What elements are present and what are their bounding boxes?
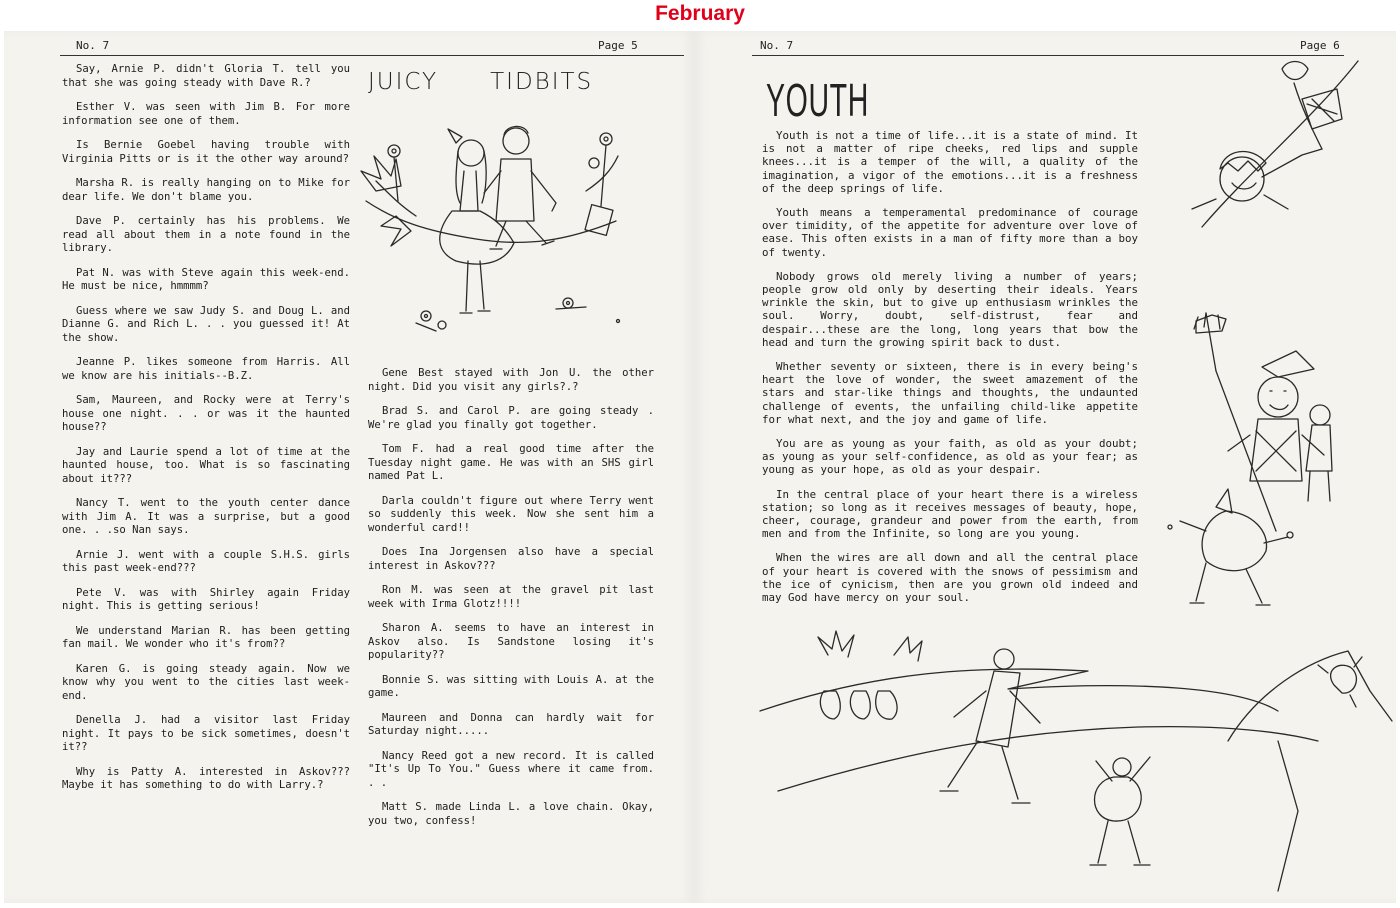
month-label: February xyxy=(655,2,745,25)
gossip-item: Nancy T. went to the youth center dance with Jim A. It was a surprise, but a good one. . .so Nan says. xyxy=(62,497,350,536)
essay-paragraph: Youth is not a time of life...it is a state of mind. It is not a matter of ripe cheeks, red lips and supple knees...it is a temper of the will, a quality of the imagination, a vigor of the emotions...it is a freshness of the deep springs of life. xyxy=(762,129,1138,195)
gossip-item: Jeanne P. likes someone from Harris. All we know are his initials--B.Z. xyxy=(62,356,350,382)
gossip-item: Matt S. made Linda L. a love chain. Okay, you two, confess! xyxy=(368,801,654,827)
gossip-item: Nancy Reed got a new record. It is called "It's Up To You." Guess where it came from. . . xyxy=(368,749,654,789)
gossip-column-2 xyxy=(368,367,654,839)
essay-paragraph: In the central place of your heart there is a wireless station; so long as it receives messages of beauty, hope, cheer, courage, grandeur and power from the earth, from men and from the Infinite, so long are you young. xyxy=(762,487,1138,541)
gossip-item: Jay and Laurie spend a lot of time at the haunted house, too. What is so fascinating about it??? xyxy=(62,445,350,485)
essay-paragraph: Youth means a temperamental predominance of courage over timidity, of the appetite for adventure over love of ease. This often exists in a man of fifty more than a boy of twenty. xyxy=(762,206,1138,259)
gossip-item: Tom F. had a real good time after the Tuesday night game. He was with an SHS girl named Pat L. xyxy=(368,443,654,482)
right-page xyxy=(694,31,1396,903)
gossip-item: Maureen and Donna can hardly wait for Saturday night..... xyxy=(368,711,654,737)
gossip-item: Ron M. was seen at the gravel pit last week with Irma Glotz!!!! xyxy=(368,584,654,610)
essay-paragraph: You are as young as your faith, as old as your doubt; as young as your self-confidence, as old as your fear; as young as your hope, as old as your despair. xyxy=(762,437,1138,477)
gossip-item: Guess where we saw Judy S. and Doug L. and Dianne G. and Rich L. . . you guessed it! At the show. xyxy=(62,304,350,344)
issue-number: No. 7 xyxy=(760,39,794,52)
gossip-item: Esther V. was seen with Jim B. For more information see one of them. xyxy=(62,101,350,127)
gossip-item: Does Ina Jorgensen also have a special interest in Askov??? xyxy=(368,546,654,572)
gossip-item: Gene Best stayed with Jon U. the other night. Did you visit any girls?.? xyxy=(368,367,654,393)
gossip-item: Why is Patty A. interested in Askov??? Maybe it has something to do with Larry.? xyxy=(62,765,350,791)
ice-skating-scene-illustration xyxy=(758,631,1392,899)
page-number: Page 5 xyxy=(598,39,638,52)
gossip-item: We understand Marian R. has been getting fan mail. We wonder who it's from?? xyxy=(62,624,350,650)
gossip-item: Brad S. and Carol P. are going steady . We're glad you finally got together. xyxy=(368,405,654,431)
left-page xyxy=(4,31,694,903)
header-rule xyxy=(60,55,684,56)
header-rule xyxy=(752,55,1344,56)
column-title xyxy=(368,69,593,95)
children-with-snowman-illustration xyxy=(1166,311,1392,611)
gossip-item: Karen G. is going steady again. Now we know why you went to the cities last week-end. xyxy=(62,662,350,702)
gossip-item: Say, Arnie P. didn't Gloria T. tell you that she was going steady with Dave R.? xyxy=(62,63,350,89)
title-word-juicy: JUICY xyxy=(368,69,439,95)
gossip-item: Sharon A. seems to have an interest in Askov also. Is Sandstone losing it's popularity?? xyxy=(368,622,654,661)
gossip-item: Is Bernie Goebel having trouble with Virginia Pitts or is it the other way around? xyxy=(62,139,350,165)
essay-paragraph: Whether seventy or sixteen, there is in every being's heart the love of wonder, the sweet amazement of the stars and star-like things and thoughts, the undaunted challenge of events, the unfailing child-like appetite for what next, and the joy and game of life. xyxy=(762,360,1138,426)
gossip-item: Sam, Maureen, and Rocky were at Terry's house one night. . . or was it the haunted house?? xyxy=(62,394,350,433)
sledding-child-illustration xyxy=(1162,59,1392,229)
essay-paragraph: When the wires are all down and all the central place of your heart is covered with the snows of pessimism and the ice of cynicism, then are you grown old indeed and may God have mercy on your soul. xyxy=(762,551,1138,605)
issue-number: No. 7 xyxy=(76,39,110,52)
article-title: YOUTH xyxy=(766,74,869,126)
gossip-item: Pat N. was with Steve again this week-end. He must be nice, hmmmm? xyxy=(62,266,350,292)
gossip-item: Dave P. certainly has his problems. We read all about them in a note found in the library. xyxy=(62,215,350,254)
gossip-item: Darla couldn't figure out where Terry went so suddenly this week. Now she sent him a wonderful card!! xyxy=(368,494,654,534)
gossip-item: Pete V. was with Shirley again Friday night. This is getting serious! xyxy=(62,586,350,612)
title-word-tidbits: TIDBITS xyxy=(490,69,594,95)
couple-on-branch-illustration xyxy=(356,111,636,331)
gossip-column-1 xyxy=(62,63,350,804)
gossip-item: Arnie J. went with a couple S.H.S. girls this past week-end??? xyxy=(62,548,350,574)
gossip-item: Denella J. had a visitor last Friday night. It pays to be sick sometimes, doesn't it?? xyxy=(62,714,350,753)
page-number: Page 6 xyxy=(1300,39,1340,52)
youth-essay xyxy=(762,129,1138,615)
essay-paragraph: Nobody grows old merely living a number of years; people grow old only by deserting their ideals. Years wrinkle the skin, but to give up enthusiasm wrinkles the soul. Worry, doubt, self-distrust, fear and despair...these are the long, long years that bow the head and turn the growing spirit back to dust. xyxy=(762,269,1138,349)
gossip-item: Marsha R. is really hanging on to Mike for dear life. We don't blame you. xyxy=(62,177,350,203)
gossip-item: Bonnie S. was sitting with Louis A. at the game. xyxy=(368,673,654,699)
